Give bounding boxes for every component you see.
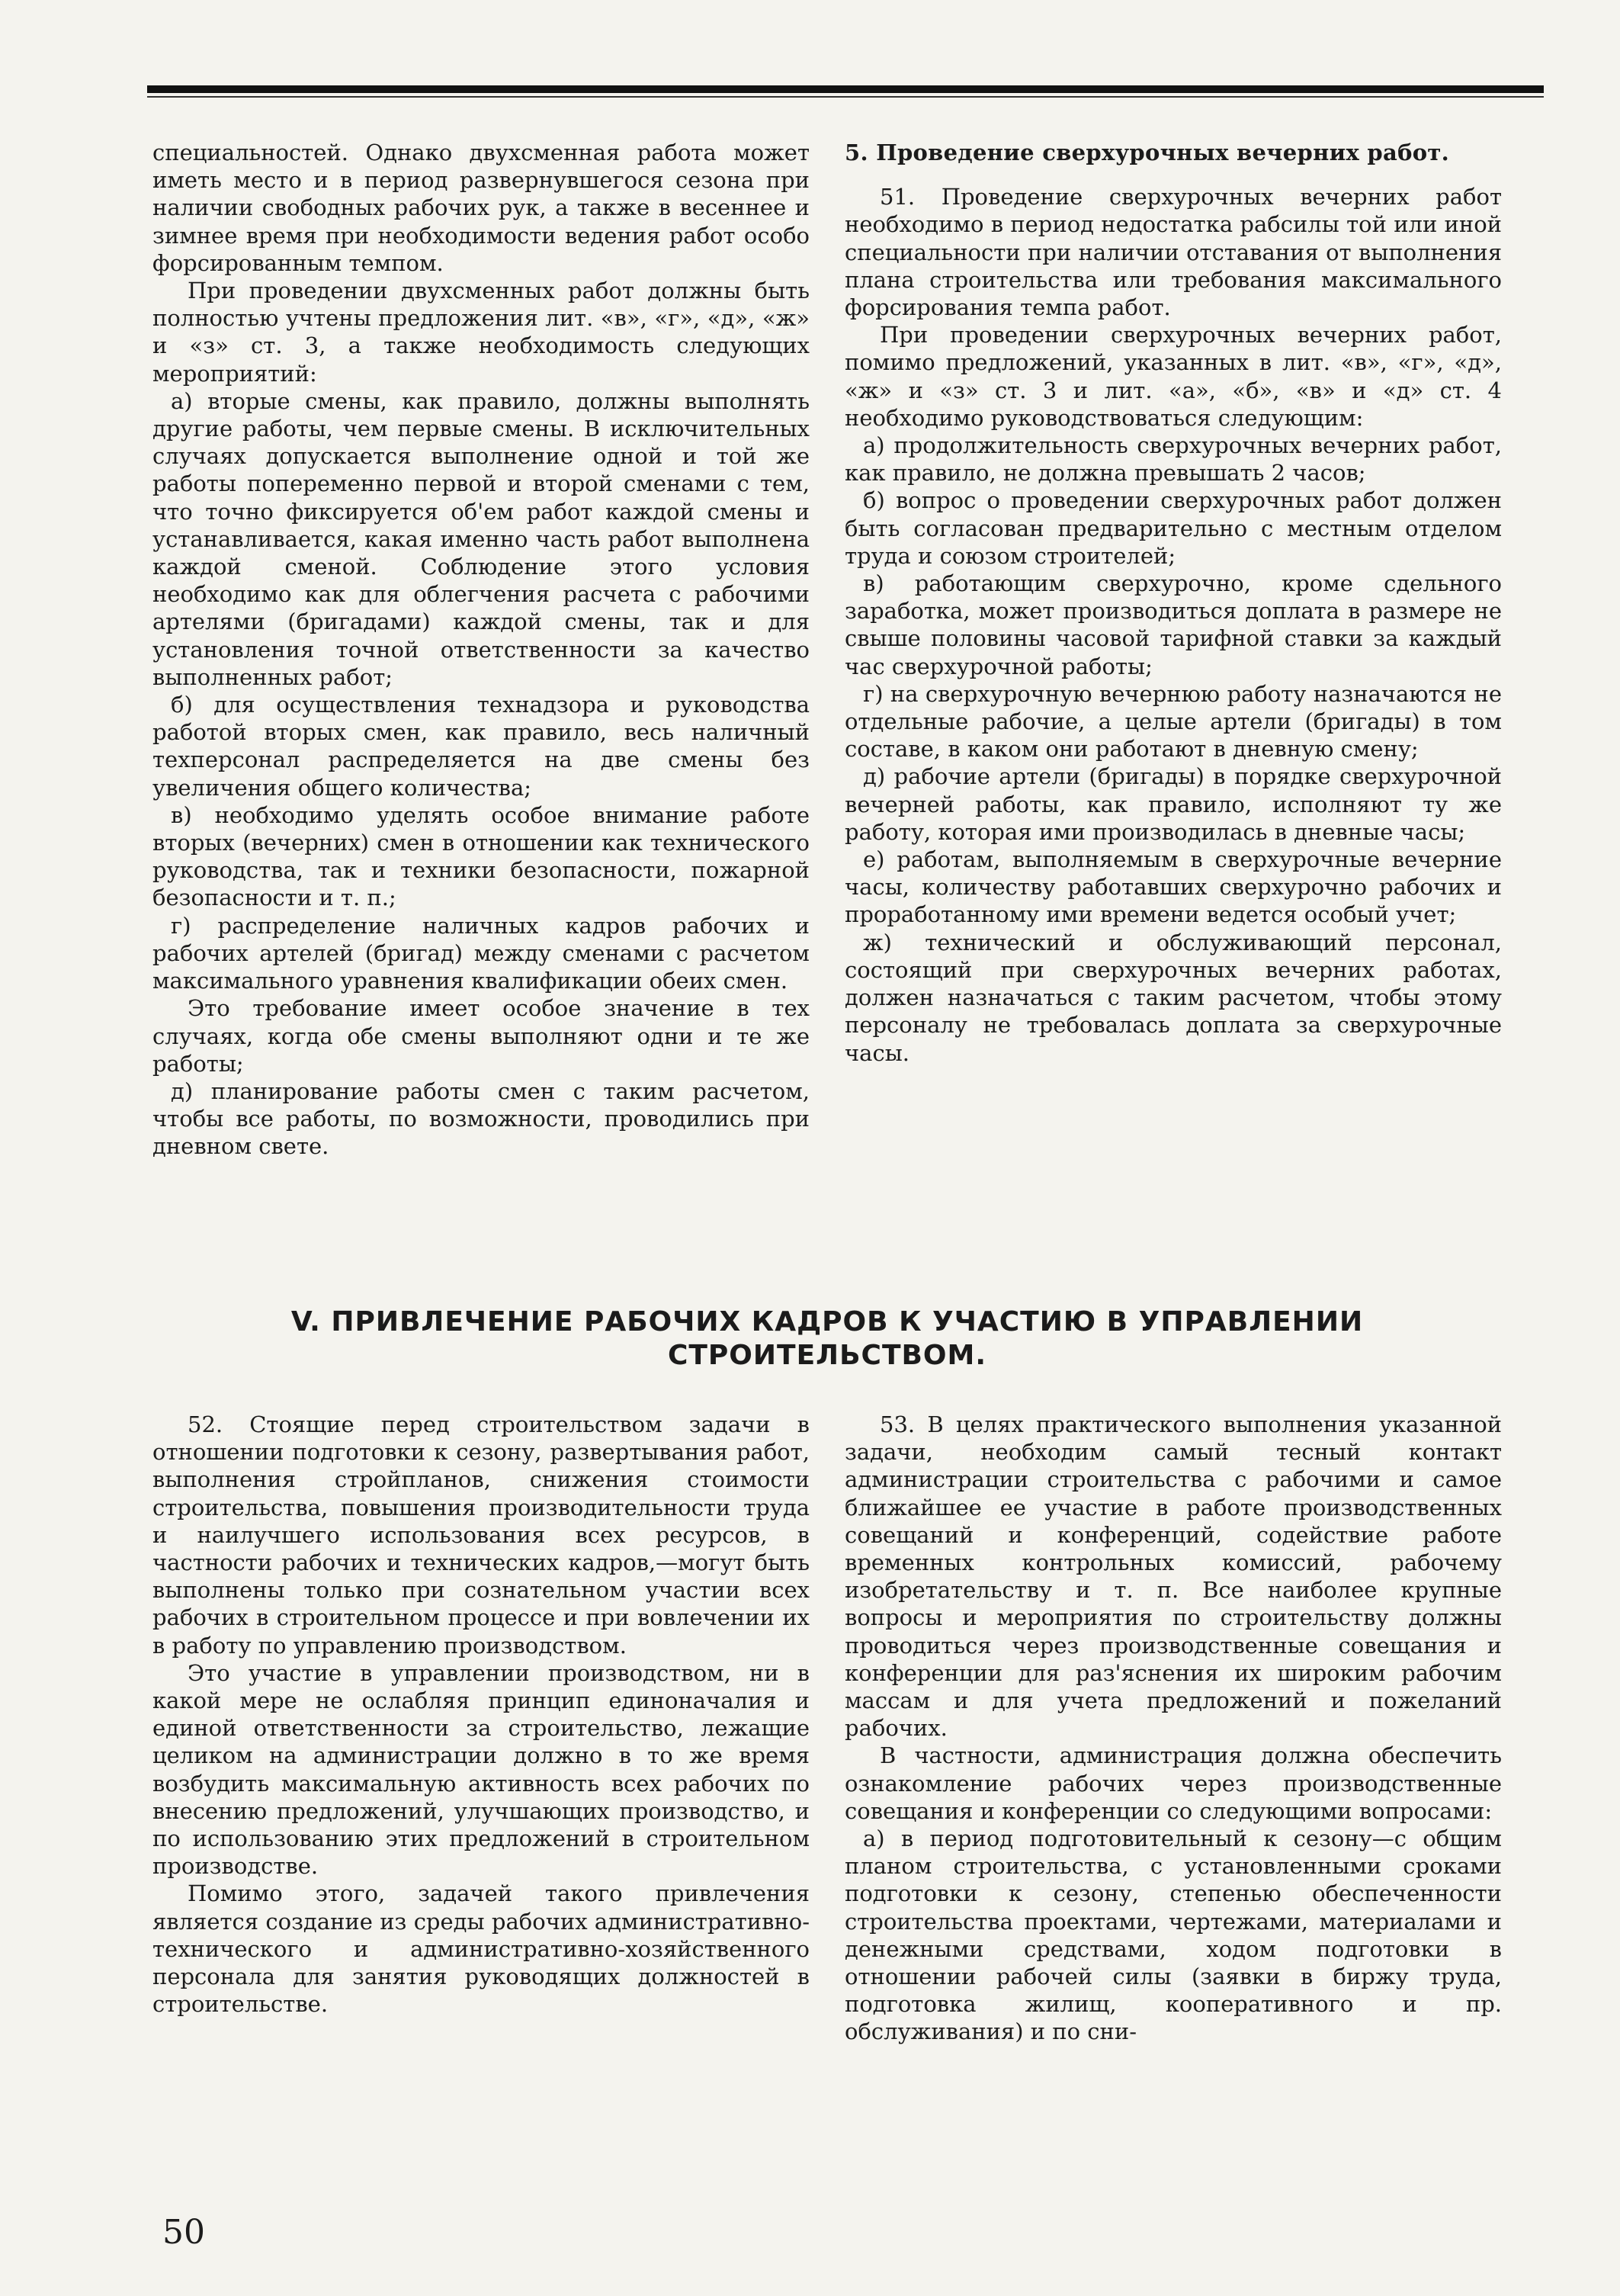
paragraph: Помимо этого, задачей такого привлечения является создание из среды рабочих административно-технического и административно-хозяйственного персонала для занятия руководящих должностей в строительстве. xyxy=(152,1880,810,2018)
list-item: а) в период подготовительный к сезону—с общим планом строительства, с установленными сроками подготовки к сезону, степенью обеспеченности строительства проектами, чертежами, материалами и денежными средствами, ходом подготовки в отношении рабочей силы (заявки в биржу труда, подготовка жилищ, кооперативного и пр. обслуживания) и по сни- xyxy=(845,1826,1502,2045)
list-item: г) на сверхурочную вечернюю работу назначаются не отдельные рабочие, а целые артели (бригады) в том составе, в каком они работают в дневную смену; xyxy=(845,680,1502,763)
paragraph: 53. В целях практического выполнения указанной задачи, необходим самый тесный контакт администрации строительства с рабочими и самое ближайшее ее участие в работе производственных совещаний и конференций, содействие работе временных контрольных комиссий, рабочему изобретательству и т. п. Все наиболее крупные вопросы и мероприятия по строительству должны проводиться через производственные совещания и конференции для раз'яснения их широким рабочим массам и для учета предложений и пожеланий рабочих. xyxy=(845,1411,1502,1742)
top-rule-thin xyxy=(147,96,1544,98)
right-column-bottom xyxy=(845,1411,1502,2046)
list-item: в) работающим сверхурочно, кроме сдельного заработка, может производиться доплата в размере не свыше половины часовой тарифной ставки за каждый час сверхурочной работы; xyxy=(845,570,1502,679)
paragraph: При проведении двухсменных работ должны быть полностью учтены предложения лит. «в», «г», «д», «ж» и «з» ст. 3, а также необходимость следующих мероприятий: xyxy=(152,278,810,387)
list-item: в) необходимо уделять особое внимание работе вторых (вечерних) смен в отношении как технического руководства, так и техники безопасности, пожарной безопасности и т. п.; xyxy=(152,801,810,911)
paragraph: Это участие в управлении производством, ни в какой мере не ослабляя принцип единоначалия и единой ответственности за строительство, лежащие целиком на администрации должно в то же время возбудить максимальную активность всех рабочих по внесению предложений, улучшающих производство, и по использованию этих предложений в строительном производстве. xyxy=(152,1659,810,1880)
left-column-bottom xyxy=(152,1411,810,2018)
paragraph: специальностей. Однако двухсменная работа может иметь место и в период развернувшегося сезона при наличии свободных рабочих рук, а также в весеннее и зимнее время при необходимости ведения работ особо форсированным темпом. xyxy=(152,140,810,276)
paragraph: 52. Стоящие перед строительством задачи в отношении подготовки к сезону, развертывания работ, выполнения стройпланов, снижения стоимости строительства, повышения производительности труда и наилучшего использования всех ресурсов, в частности рабочих и технических кадров,—могут быть выполнены только при сознательном участии всех рабочих в строительном процессе и при вовлечении их в работу по управлению производством. xyxy=(152,1411,810,1659)
list-item: а) вторые смены, как правило, должны выполнять другие работы, чем первые смены. В исключительных случаях допускается выполнение одной и той же работы попеременно первой и второй сменами с тем, что точно фиксируется об'ем работ каждой смены и устанавливается, какая именно часть работ выполнена каждой сменой. Соблюдение этого условия необходимо как для облегчения расчета с рабочими артелями (бригадами) каждой смены, так и для установления точной ответственности за качество выполненных работ; xyxy=(152,387,810,690)
list-item: д) рабочие артели (бригады) в порядке сверхурочной вечерней работы, как правило, исполняют ту же работу, которая ими производилась в дневные часы; xyxy=(845,763,1502,845)
list-item: б) вопрос о проведении сверхурочных работ должен быть согласован предварительно с местным отделом труда и союзом строителей; xyxy=(845,487,1502,569)
list-item: б) для осуществления технадзора и руководства работой вторых смен, как правило, весь наличный техперсонал распределяется на две смены без увеличения общего количества; xyxy=(152,692,810,801)
section-title: V. ПРИВЛЕЧЕНИЕ РАБОЧИХ КАДРОВ К УЧАСТИЮ В УПРАВЛЕНИИ СТРОИТЕЛЬСТВОМ. xyxy=(290,1306,1364,1371)
paragraph: В частности, администрация должна обеспечить ознакомление рабочих через производственные совещания и конференции со следующими вопросами: xyxy=(845,1742,1502,1824)
subsection-heading: 5. Проведение сверхурочных вечерних работ. xyxy=(845,140,1450,165)
left-column-top xyxy=(152,139,810,1161)
list-item: ж) технический и обслуживающий персонал, состоящий при сверхурочных вечерних работах, должен назначаться с таким расчетом, чтобы этому персоналу не требовалась доплата за сверхурочные часы. xyxy=(845,929,1502,1066)
paragraph: Это требование имеет особое значение в тех случаях, когда обе смены выполняют одни и те же работы; xyxy=(152,995,810,1077)
list-item: а) продолжительность сверхурочных вечерних работ, как правило, не должна превышать 2 часов; xyxy=(845,432,1502,486)
page-number: 50 xyxy=(162,2213,205,2252)
top-rule xyxy=(147,85,1544,93)
right-column-top xyxy=(845,139,1502,1067)
list-item: д) планирование работы смен с таким расчетом, чтобы все работы, по возможности, проводились при дневном свете. xyxy=(152,1077,810,1160)
paragraph: При проведении сверхурочных вечерних работ, помимо предложений, указанных в лит. «в», «г», «д», «ж» и «з» ст. 3 и лит. «а», «б», «в» и «д» ст. 4 необходимо руководствоваться следующим: xyxy=(845,322,1502,431)
list-item: е) работам, выполняемым в сверхурочные вечерние часы, количеству работавших сверхурочно рабочих и проработанному ими времени ведется особый учет; xyxy=(845,846,1502,928)
list-item: г) распределение наличных кадров рабочих и рабочих артелей (бригад) между сменами с расчетом максимального уравнения квалификации обеих смен. xyxy=(152,912,810,994)
paragraph: 51. Проведение сверхурочных вечерних работ необходимо в период недостатка рабсилы той или иной специальности при наличии отставания от выполнения плана строительства или требования максимального форсирования темпа работ. xyxy=(845,184,1502,321)
